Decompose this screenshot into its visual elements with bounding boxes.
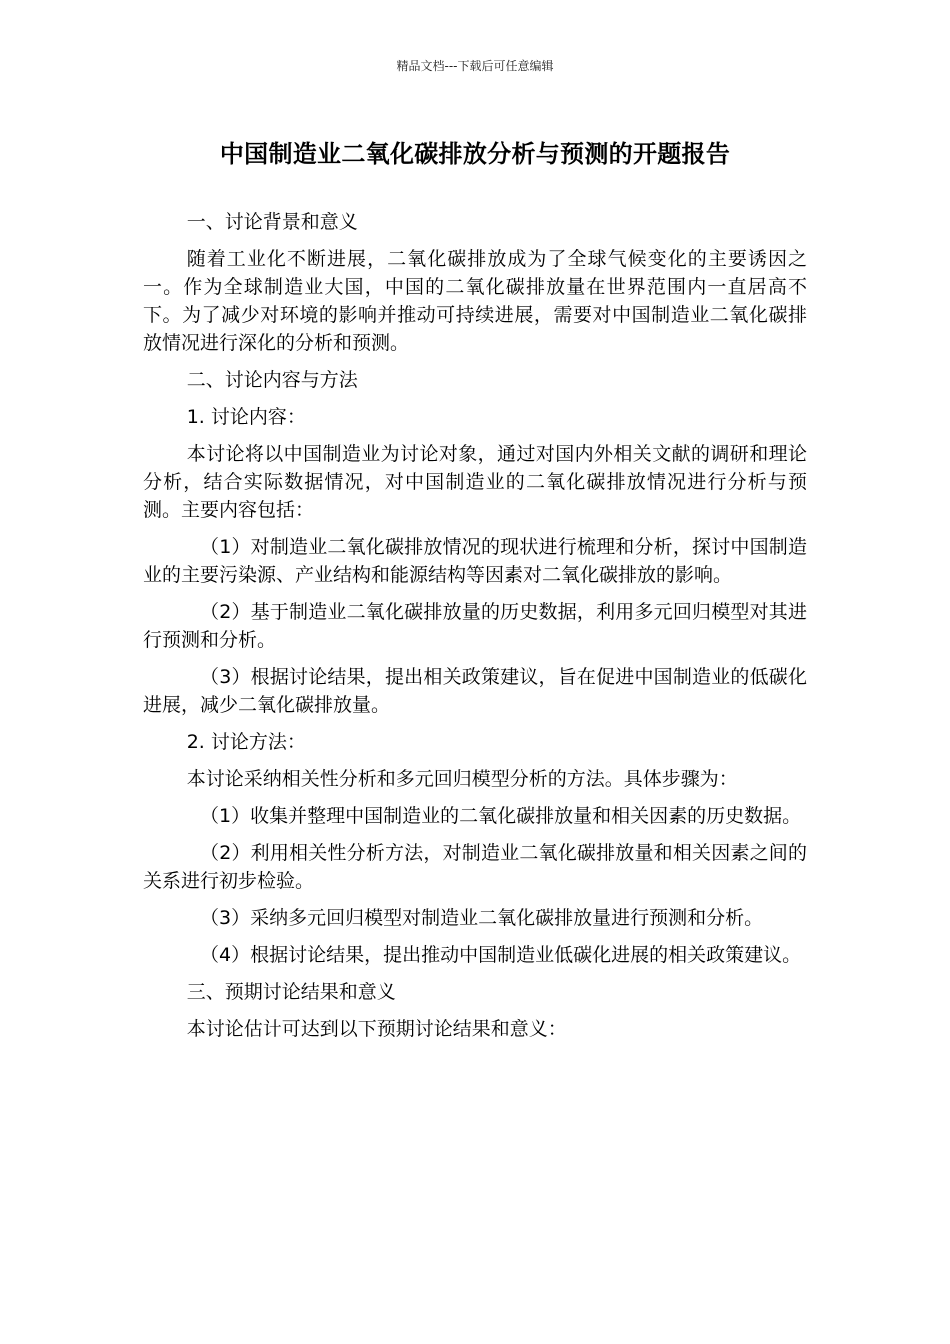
list-item-method-4: （4）根据讨论结果，提出推动中国制造业低碳化进展的相关政策建议。 (200, 944, 802, 966)
paragraph-expected-results-intro: 本讨论估计可达到以下预期讨论结果和意义： (186, 1018, 567, 1040)
section-heading-content-method: 二、讨论内容与方法 (186, 369, 358, 391)
paragraph-method-intro: 本讨论采纳相关性分析和多元回归模型分析的方法。具体步骤为： (186, 768, 738, 790)
section-heading-expected-results: 三、预期讨论结果和意义 (186, 981, 396, 1003)
subheading-method: 2. 讨论方法： (186, 731, 306, 753)
paragraph-background: 随着工业化不断进展，二氧化碳排放成为了全球气候变化的主要诱因之一。作为全球制造业大国，中国的二氧化碳排放量在世界范围内一直居高不下。为了减少对环境的影响并推动可持续进展，需要对中国制造业二氧化碳排放情况进行深化的分析和预测。 (143, 248, 807, 354)
section-heading-background: 一、讨论背景和意义 (186, 211, 358, 233)
document-body (143, 208, 807, 1052)
paragraph-content-intro: 本讨论将以中国制造业为讨论对象，通过对国内外相关文献的调研和理论分析，结合实际数据情况，对中国制造业的二氧化碳排放情况进行分析与预测。主要内容包括： (143, 443, 807, 521)
document-title: 中国制造业二氧化碳排放分析与预测的开题报告 (219, 140, 731, 168)
list-item-method-2: （2）利用相关性分析方法，对制造业二氧化碳排放量和相关因素之间的关系进行初步检验。 (143, 842, 807, 892)
subheading-content: 1. 讨论内容： (186, 406, 306, 428)
list-item-content-3: （3）根据讨论结果，提出相关政策建议，旨在促进中国制造业的低碳化进展，减少二氧化碳排放量。 (143, 666, 807, 716)
list-item-content-1: （1）对制造业二氧化碳排放情况的现状进行梳理和分析，探讨中国制造业的主要污染源、产业结构和能源结构等因素对二氧化碳排放的影响。 (143, 536, 807, 586)
list-item-method-3: （3）采纳多元回归模型对制造业二氧化碳排放量进行预测和分析。 (200, 907, 764, 929)
list-item-method-1: （1）收集并整理中国制造业的二氧化碳排放量和相关因素的历史数据。 (200, 805, 802, 827)
list-item-content-2: （2）基于制造业二氧化碳排放量的历史数据，利用多元回归模型对其进行预测和分析。 (143, 601, 807, 651)
page-header-note: 精品文档---下载后可任意编辑 (396, 59, 554, 73)
